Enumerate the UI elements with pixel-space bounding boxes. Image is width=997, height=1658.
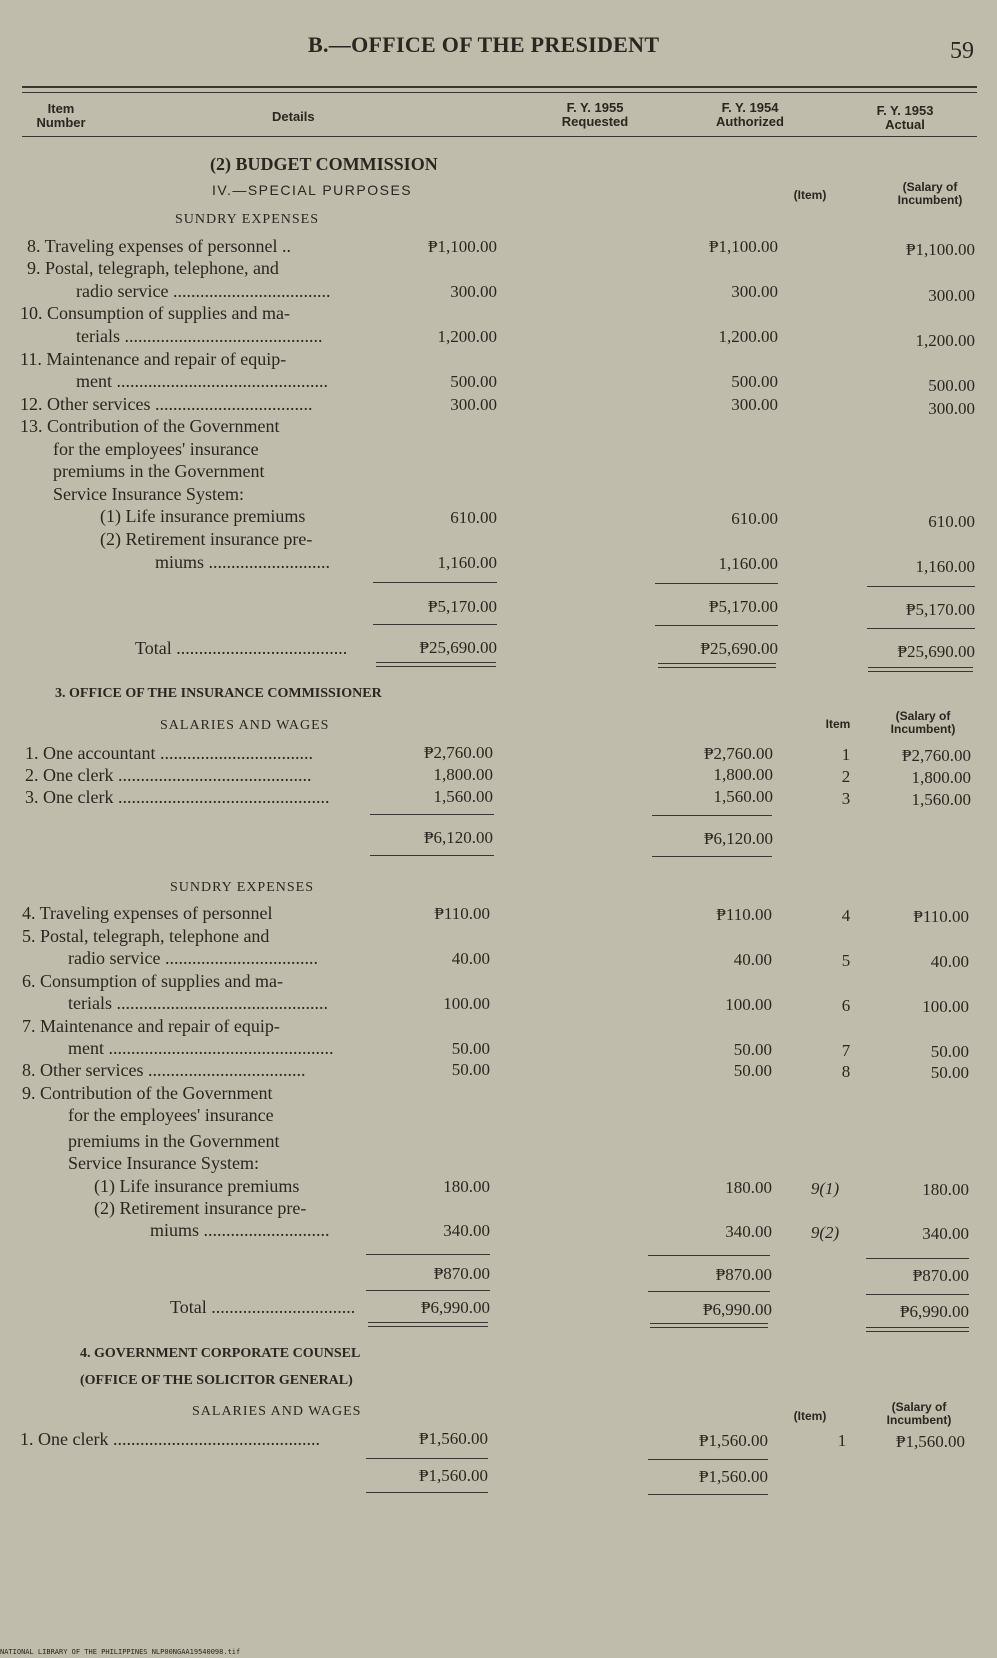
line-item: 9. Postal, telegraph, telephone, and: [27, 258, 279, 278]
line-item: 6. Consumption of supplies and ma-: [22, 971, 283, 991]
subtotal-fy1954: ₱870.00: [715, 1265, 772, 1284]
subtotal-fy1955: ₱6,120.00: [424, 828, 493, 847]
amount-fy1954: 1,800.00: [713, 765, 773, 784]
amount-fy1955: 1,200.00: [437, 327, 497, 346]
line-item: 5. Postal, telegraph, telephone and: [22, 926, 270, 946]
subtotal-rule: [652, 815, 772, 816]
subtotal-rule: [373, 582, 497, 583]
subtotal-rule: [867, 586, 975, 587]
amount-fy1954: ₱2,760.00: [704, 744, 773, 763]
amount-fy1953: ₱1,100.00: [906, 240, 975, 259]
amount-fy1953: 180.00: [922, 1180, 969, 1199]
amount-fy1953: 40.00: [930, 952, 969, 971]
amount-fy1955: 1,560.00: [433, 787, 493, 806]
col-header-details: Details: [272, 109, 315, 124]
line-item: (1) Life insurance premiums: [100, 506, 306, 526]
double-rule: [376, 662, 496, 667]
amount-fy1955: 300.00: [450, 395, 497, 414]
subtotal-rule: [866, 1294, 969, 1295]
archive-footer: NATIONAL LIBRARY OF THE PHILIPPINES NLP00NGAA19540098.tif: [0, 1648, 241, 1656]
line-item: 3. One clerk ...............................................: [25, 787, 330, 807]
line-item: 11. Maintenance and repair of equip-: [20, 349, 287, 369]
amount-fy1955: ₱1,100.00: [428, 237, 497, 256]
subtotal-rule: [366, 1492, 488, 1493]
amount-fy1955: ₱2,760.00: [424, 743, 493, 762]
amount-fy1955: 340.00: [443, 1221, 490, 1240]
item-number: 5: [841, 951, 851, 970]
subtotal-rule: [655, 583, 778, 584]
total-fy1953: ₱25,690.00: [897, 642, 975, 661]
subtotal-rule: [373, 624, 497, 625]
amount-fy1954: 340.00: [725, 1222, 772, 1241]
line-item: ment ...............................................: [76, 371, 328, 391]
line-item: terials ...............................................: [68, 993, 328, 1013]
line-item: ment ..................................................: [68, 1038, 334, 1058]
amount-fy1954: 610.00: [731, 509, 778, 528]
amount-fy1954: 300.00: [731, 395, 778, 414]
subtotal-rule: [648, 1459, 768, 1460]
amount-fy1953: 340.00: [922, 1224, 969, 1243]
subtotal-fy1955: ₱5,170.00: [428, 597, 497, 616]
line-item: 2. One clerk ...........................................: [25, 765, 312, 785]
total-fy1954: ₱6,990.00: [703, 1300, 772, 1319]
top-rule-2: [22, 92, 977, 93]
line-item: radio service ...................................: [76, 281, 331, 301]
amount-fy1954: ₱1,560.00: [699, 1431, 768, 1450]
subtotal-fy1955: ₱870.00: [433, 1264, 490, 1283]
item-number: 9(1): [810, 1179, 840, 1198]
item-number: 6: [841, 996, 851, 1015]
header-bottom-rule: [22, 136, 977, 137]
subtotal-rule: [867, 628, 975, 629]
group-heading: SUNDRY EXPENSES: [175, 212, 320, 227]
line-item: premiums in the Government: [53, 461, 265, 481]
line-item: 4. Traveling expenses of personnel: [22, 903, 273, 923]
amount-fy1954: 500.00: [731, 372, 778, 391]
amount-fy1955: 50.00: [451, 1060, 490, 1079]
total-label: Total ................................: [170, 1297, 356, 1317]
item-label: (Item): [793, 188, 827, 202]
subtotal-fy1953: ₱5,170.00: [906, 600, 975, 619]
amount-fy1954: 50.00: [733, 1061, 772, 1080]
amount-fy1953: 300.00: [928, 399, 975, 418]
top-rule: [22, 86, 977, 88]
amount-fy1953: 50.00: [930, 1063, 969, 1082]
line-item: 1. One clerk ..............................................: [20, 1429, 320, 1449]
amount-fy1955: ₱110.00: [434, 904, 490, 923]
item-number: 3: [841, 789, 851, 808]
item-number: 1: [837, 1431, 847, 1450]
line-item: Service Insurance System:: [68, 1153, 259, 1173]
line-item: 7. Maintenance and repair of equip-: [22, 1016, 280, 1036]
line-item: (2) Retirement insurance pre-: [100, 529, 313, 549]
double-rule: [658, 663, 776, 668]
amount-fy1955: 1,800.00: [433, 765, 493, 784]
item-number: 1: [841, 745, 851, 764]
subtotal-fy1955: ₱1,560.00: [419, 1466, 488, 1485]
subtotal-rule: [648, 1255, 770, 1256]
total-fy1955: ₱6,990.00: [421, 1298, 490, 1317]
subtotal-fy1954: ₱1,560.00: [699, 1467, 768, 1486]
salary-label: (Salary of Incumbent): [897, 180, 963, 207]
amount-fy1953: ₱1,560.00: [896, 1432, 965, 1451]
amount-fy1954: 1,560.00: [713, 787, 773, 806]
amount-fy1955: 1,160.00: [437, 553, 497, 572]
total-label: Total ......................................: [135, 638, 348, 658]
subtotal-rule: [866, 1258, 969, 1259]
line-item: for the employees' insurance: [68, 1105, 274, 1125]
line-item: (1) Life insurance premiums: [94, 1176, 300, 1196]
subtotal-rule: [366, 1458, 488, 1459]
section-subheading: (OFFICE OF THE SOLICITOR GENERAL): [80, 1373, 353, 1388]
item-number: 9(2): [810, 1223, 840, 1242]
subtotal-fy1954: ₱6,120.00: [704, 829, 773, 848]
amount-fy1953: 1,160.00: [915, 557, 975, 576]
subtotal-rule: [648, 1494, 768, 1495]
line-item: miums ...........................: [155, 552, 331, 572]
line-item: 1. One accountant ..................................: [25, 743, 313, 763]
amount-fy1953: 300.00: [928, 286, 975, 305]
item-number: 7: [841, 1041, 851, 1060]
double-rule: [866, 1327, 969, 1332]
amount-fy1953: ₱110.00: [913, 907, 969, 926]
item-number: 2: [841, 767, 851, 786]
group-heading: SALARIES AND WAGES: [160, 718, 330, 733]
amount-fy1955: 50.00: [451, 1039, 490, 1058]
group-heading: SUNDRY EXPENSES: [170, 880, 315, 895]
double-rule: [650, 1323, 768, 1328]
amount-fy1954: 180.00: [725, 1178, 772, 1197]
amount-fy1955: 500.00: [450, 372, 497, 391]
amount-fy1953: 1,800.00: [911, 768, 971, 787]
amount-fy1954: 40.00: [733, 950, 772, 969]
amount-fy1953: 100.00: [922, 997, 969, 1016]
amount-fy1954: 300.00: [731, 282, 778, 301]
line-item: 12. Other services ...................................: [20, 394, 313, 414]
subtotal-rule: [370, 855, 494, 856]
line-item: miums ............................: [150, 1220, 330, 1240]
amount-fy1954: 1,200.00: [718, 327, 778, 346]
item-number: 8: [841, 1062, 851, 1081]
col-header-fy1954: F. Y. 1954 Authorized: [716, 100, 784, 129]
amount-fy1955: ₱1,560.00: [419, 1429, 488, 1448]
line-item: Service Insurance System:: [53, 484, 244, 504]
total-fy1953: ₱6,990.00: [900, 1302, 969, 1321]
line-item: 8. Traveling expenses of personnel ..: [27, 236, 291, 256]
subtotal-rule: [366, 1290, 490, 1291]
subtotal-fy1953: ₱870.00: [912, 1266, 969, 1285]
amount-fy1953: 50.00: [930, 1042, 969, 1061]
amount-fy1955: 40.00: [451, 949, 490, 968]
subtotal-rule: [652, 856, 772, 857]
col-header-fy1955: F. Y. 1955 Requested: [561, 100, 629, 129]
amount-fy1954: 1,160.00: [718, 554, 778, 573]
amount-fy1955: 300.00: [450, 282, 497, 301]
amount-fy1954: 100.00: [725, 995, 772, 1014]
item-label: (Item): [793, 1409, 827, 1423]
amount-fy1954: ₱1,100.00: [709, 237, 778, 256]
line-item: terials ............................................: [76, 326, 323, 346]
item-number: 4: [841, 906, 851, 925]
item-label: Item: [825, 717, 851, 731]
amount-fy1953: 1,560.00: [911, 790, 971, 809]
subtotal-fy1954: ₱5,170.00: [709, 597, 778, 616]
section-subheading: IV.—SPECIAL PURPOSES: [212, 182, 413, 198]
page-title: B.—OFFICE OF THE PRESIDENT: [308, 32, 660, 57]
page-number: 59: [950, 38, 974, 64]
section-heading-budget-commission: (2) BUDGET COMMISSION: [210, 154, 438, 174]
line-item: premiums in the Government: [68, 1131, 280, 1151]
line-item: 8. Other services ...................................: [22, 1060, 306, 1080]
total-fy1955: ₱25,690.00: [419, 638, 497, 657]
section-heading-insurance-commissioner: 3. OFFICE OF THE INSURANCE COMMISSIONER: [55, 686, 382, 701]
salary-label: (Salary of Incumbent): [886, 1400, 952, 1427]
subtotal-rule: [366, 1254, 490, 1255]
group-heading: SALARIES AND WAGES: [192, 1404, 362, 1419]
salary-label: (Salary of Incumbent): [890, 709, 956, 736]
amount-fy1954: ₱110.00: [716, 905, 772, 924]
subtotal-rule: [655, 625, 778, 626]
amount-fy1953: 610.00: [928, 512, 975, 531]
subtotal-rule: [370, 814, 494, 815]
line-item: 10. Consumption of supplies and ma-: [20, 303, 290, 323]
double-rule: [368, 1322, 488, 1327]
line-item: (2) Retirement insurance pre-: [94, 1198, 307, 1218]
amount-fy1953: 1,200.00: [915, 331, 975, 350]
col-header-item: Item Number: [36, 101, 86, 130]
subtotal-rule: [648, 1291, 770, 1292]
double-rule: [868, 667, 973, 672]
amount-fy1954: 50.00: [733, 1040, 772, 1059]
line-item: for the employees' insurance: [53, 439, 259, 459]
amount-fy1953: 500.00: [928, 376, 975, 395]
total-fy1954: ₱25,690.00: [700, 639, 778, 658]
amount-fy1955: 610.00: [450, 508, 497, 527]
line-item: 9. Contribution of the Government: [22, 1083, 273, 1103]
amount-fy1955: 180.00: [443, 1177, 490, 1196]
amount-fy1953: ₱2,760.00: [902, 746, 971, 765]
line-item: radio service ..................................: [68, 948, 318, 968]
amount-fy1955: 100.00: [443, 994, 490, 1013]
section-heading-corporate-counsel: 4. GOVERNMENT CORPORATE COUNSEL: [80, 1346, 361, 1361]
line-item: 13. Contribution of the Government: [20, 416, 280, 436]
col-header-fy1953: F. Y. 1953 Actual: [876, 103, 934, 132]
